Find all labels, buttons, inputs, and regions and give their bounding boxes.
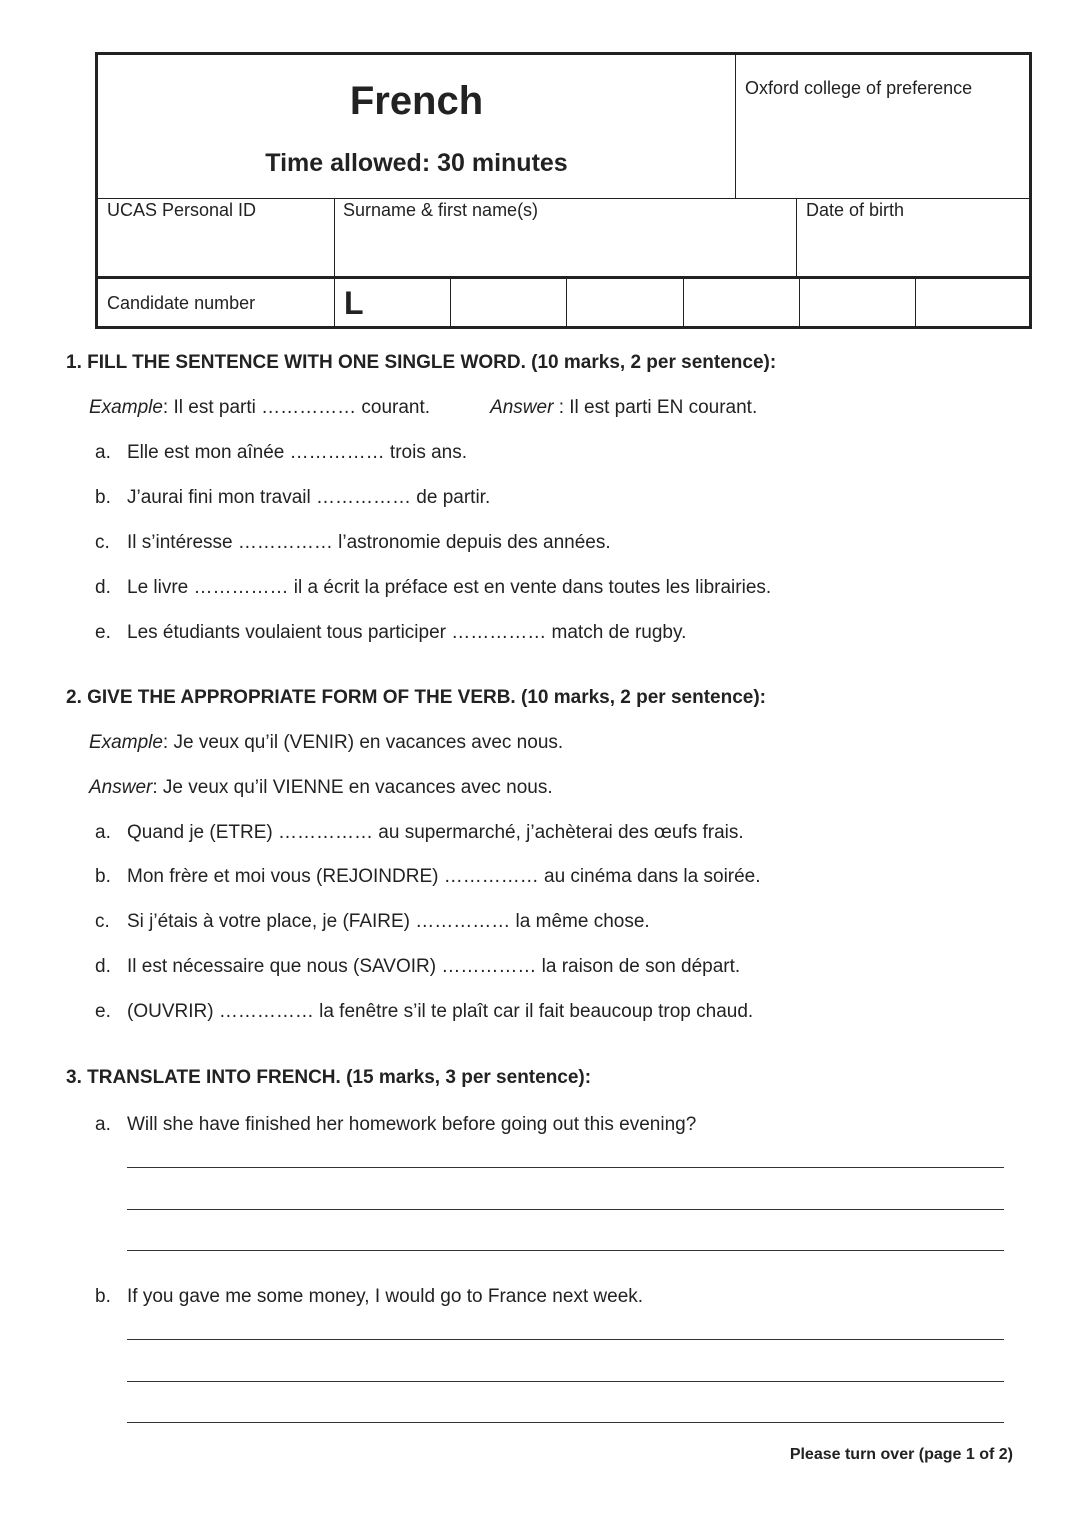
item-letter: a. (95, 442, 111, 463)
item-letter: e. (95, 622, 111, 643)
answer-line[interactable] (127, 1209, 1004, 1210)
digit-box-divider (450, 279, 451, 326)
item-letter: c. (95, 532, 110, 553)
item-text: Il s’intéresse …………… l’astronomie depuis des années. (127, 532, 611, 553)
answer-line[interactable] (127, 1422, 1004, 1423)
ucas-id-label: UCAS Personal ID (107, 200, 257, 220)
q1-item (95, 487, 490, 509)
answer-line[interactable] (127, 1250, 1004, 1251)
item-text: Mon frère et moi vous (REJOINDRE) …………… au cinéma dans la soirée. (127, 866, 761, 887)
answer-label: Answer (89, 777, 153, 798)
answer-text: : Il est parti EN courant. (553, 397, 758, 418)
q1-example (89, 397, 757, 419)
q2-item (95, 1001, 753, 1023)
item-text: (OUVRIR) …………… la fenêtre s’il te plaît car il fait beaucoup trop chaud. (127, 1001, 754, 1022)
digit-box-divider (683, 279, 684, 326)
divider (796, 198, 797, 276)
answer-text: : Je veux qu’il VIENNE en vacances avec nous. (152, 777, 553, 798)
dob-label: Date of birth (806, 200, 905, 220)
item-letter: a. (95, 1114, 111, 1135)
title-area (98, 55, 736, 198)
q2-item (95, 911, 650, 933)
q3-heading: 3. TRANSLATE INTO FRENCH. (15 marks, 3 per sentence): (66, 1067, 592, 1088)
divider (334, 279, 335, 326)
exam-title: French (349, 79, 484, 123)
answer-label: Answer (490, 397, 554, 418)
example-text: : Il est parti …………… courant. (162, 397, 431, 418)
college-label: Oxford college of preference (745, 78, 973, 98)
divider (334, 198, 335, 276)
digit-box-divider (915, 279, 916, 326)
q2-example (89, 732, 563, 754)
q3-item (95, 1114, 696, 1136)
q2-item (95, 822, 744, 844)
digit-box-divider (566, 279, 567, 326)
q1-item (95, 622, 686, 644)
digit-box-divider (799, 279, 800, 326)
item-letter: b. (95, 487, 111, 508)
candidate-details-row (98, 198, 1029, 279)
item-letter: b. (95, 1286, 111, 1307)
q3-item (95, 1286, 643, 1308)
item-text: Elle est mon aînée …………… trois ans. (127, 442, 468, 463)
answer-line[interactable] (127, 1381, 1004, 1382)
item-letter: c. (95, 911, 110, 932)
header-box (95, 52, 1032, 329)
q1-item (95, 442, 467, 464)
candidate-number-row (98, 279, 1029, 326)
example-label: Example (89, 397, 163, 418)
item-text: Les étudiants voulaient tous participer …………… match de rugby. (127, 622, 687, 643)
item-text: Quand je (ETRE) …………… au supermarché, j’achèterai des œufs frais. (127, 822, 744, 843)
item-text: Si j’étais à votre place, je (FAIRE) …………… la même chose. (127, 911, 650, 932)
candidate-prefix: L (344, 285, 364, 321)
example-text: : Je veux qu’il (VENIR) en vacances avec nous. (162, 732, 564, 753)
item-text: Will she have finished her homework before going out this evening? (127, 1114, 697, 1135)
item-text: J’aurai fini mon travail …………… de partir. (127, 487, 491, 508)
q2-item (95, 866, 761, 888)
q1-item (95, 577, 771, 599)
time-allowed: Time allowed: 30 minutes (265, 149, 568, 177)
name-label: Surname & first name(s) (343, 200, 539, 220)
q2-answer (89, 777, 553, 799)
example-label: Example (89, 732, 163, 753)
item-letter: d. (95, 956, 111, 977)
item-text: Il est nécessaire que nous (SAVOIR) …………… la raison de son départ. (127, 956, 741, 977)
item-letter: e. (95, 1001, 111, 1022)
item-letter: b. (95, 866, 111, 887)
q2-item (95, 956, 740, 978)
page-footer: Please turn over (page 1 of 2) (789, 1446, 1013, 1463)
header-top-row (98, 55, 1029, 199)
item-letter: a. (95, 822, 111, 843)
q1-heading: 1. FILL THE SENTENCE WITH ONE SINGLE WORD. (10 marks, 2 per sentence): (66, 352, 777, 373)
answer-line[interactable] (127, 1167, 1004, 1168)
item-text: If you gave me some money, I would go to France next week. (127, 1286, 644, 1307)
item-letter: d. (95, 577, 111, 598)
candidate-number-label: Candidate number (107, 293, 256, 313)
q2-heading: 2. GIVE THE APPROPRIATE FORM OF THE VERB. (10 marks, 2 per sentence): (66, 687, 766, 708)
item-text: Le livre …………… il a écrit la préface est en vente dans toutes les librairies. (127, 577, 772, 598)
answer-line[interactable] (127, 1339, 1004, 1340)
q1-item (95, 532, 611, 554)
